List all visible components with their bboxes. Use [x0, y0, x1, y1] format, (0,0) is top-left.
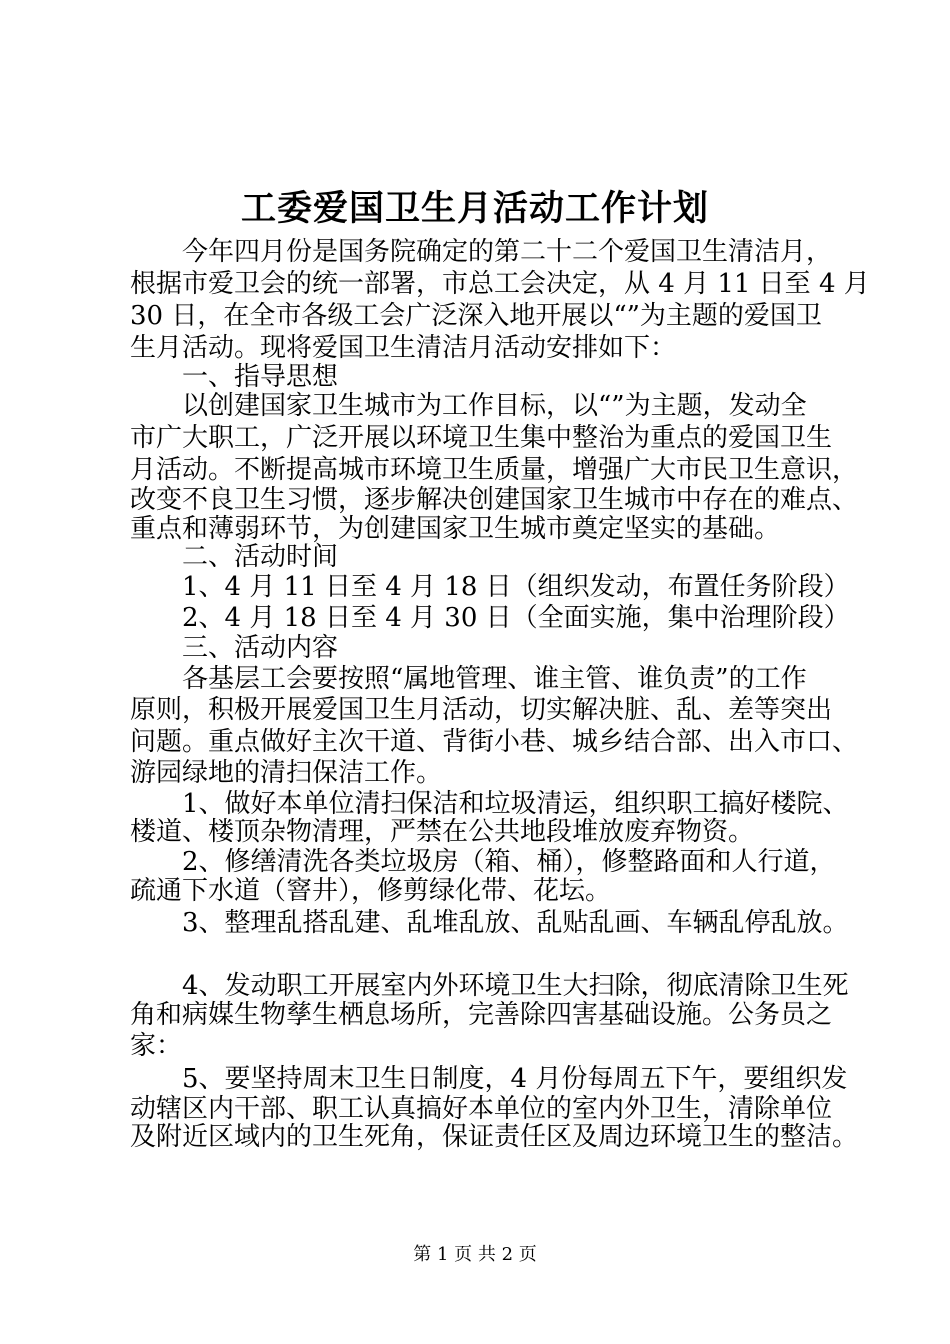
body-line: 以创建国家卫生城市为工作目标，以“”为主题，发动全	[130, 391, 807, 421]
body-line: 重点和薄弱环节，为创建国家卫生城市奠定坚实的基础。	[130, 514, 781, 544]
body-line: 家：	[130, 1031, 183, 1061]
section-heading: 三、活动内容	[130, 633, 339, 663]
document-title: 工委爱国卫生月活动工作计划	[240, 188, 709, 229]
body-line: 生月活动。现将爱国卫生清洁月活动安排如下：	[130, 333, 677, 363]
body-line: 原则，积极开展爱国卫生月活动，切实解决脏、乱、差等突出	[130, 695, 833, 725]
body-line: 角和病媒生物孳生栖息场所，完善除四害基础设施。公务员之	[130, 1000, 833, 1030]
body-line: 疏通下水道（窨井），修剪绿化带、花坛。	[130, 876, 612, 906]
body-line: 1、4 月 11 日至 4 月 18 日（组织发动，布置任务阶段）	[130, 572, 850, 602]
section-heading: 一、指导思想	[130, 362, 339, 392]
body-line: 根据市爱卫会的统一部署，市总工会决定，从 4 月 11 日至 4 月	[130, 269, 870, 299]
body-line: 及附近区域内的卫生死角，保证责任区及周边环境卫生的整洁。	[130, 1122, 859, 1152]
body-line: 动辖区内干部、职工认真搞好本单位的室内外卫生，清除单位	[130, 1094, 833, 1124]
body-line: 改变不良卫生习惯，逐步解决创建国家卫生城市中存在的难点、	[130, 485, 859, 515]
body-line: 30 日，在全市各级工会广泛深入地开展以“”为主题的爱国卫	[130, 301, 822, 331]
body-line: 市广大职工，广泛开展以环境卫生集中整治为重点的爱国卫生	[130, 423, 833, 453]
body-line: 2、4 月 18 日至 4 月 30 日（全面实施，集中治理阶段）	[130, 603, 850, 633]
body-line: 月活动。不断提高城市环境卫生质量，增强广大市民卫生意识，	[130, 455, 859, 485]
body-line: 3、整理乱搭乱建、乱堆乱放、乱贴乱画、车辆乱停乱放。	[130, 908, 849, 938]
body-line: 2、修缮清洗各类垃圾房（箱、桶），修整路面和人行道，	[130, 847, 836, 877]
body-line: 5、要坚持周末卫生日制度，4 月份每周五下午，要组织发	[130, 1064, 848, 1094]
body-line: 今年四月份是国务院确定的第二十二个爱国卫生清洁月，	[130, 237, 833, 267]
body-line: 游园绿地的清扫保洁工作。	[130, 758, 443, 788]
body-line: 问题。重点做好主次干道、背街小巷、城乡结合部、出入市口、	[130, 727, 859, 757]
body-line: 4、发动职工开展室内外环境卫生大扫除，彻底清除卫生死	[130, 971, 849, 1001]
page-number-footer: 第 1 页 共 2 页	[413, 1244, 537, 1265]
body-line: 1、做好本单位清扫保洁和垃圾清运，组织职工搞好楼院、	[130, 789, 849, 819]
section-heading: 二、活动时间	[130, 542, 339, 572]
body-line: 楼道、楼顶杂物清理，严禁在公共地段堆放废弃物资。	[130, 817, 755, 847]
body-line: 各基层工会要按照“属地管理、谁主管、谁负责”的工作	[130, 664, 807, 694]
